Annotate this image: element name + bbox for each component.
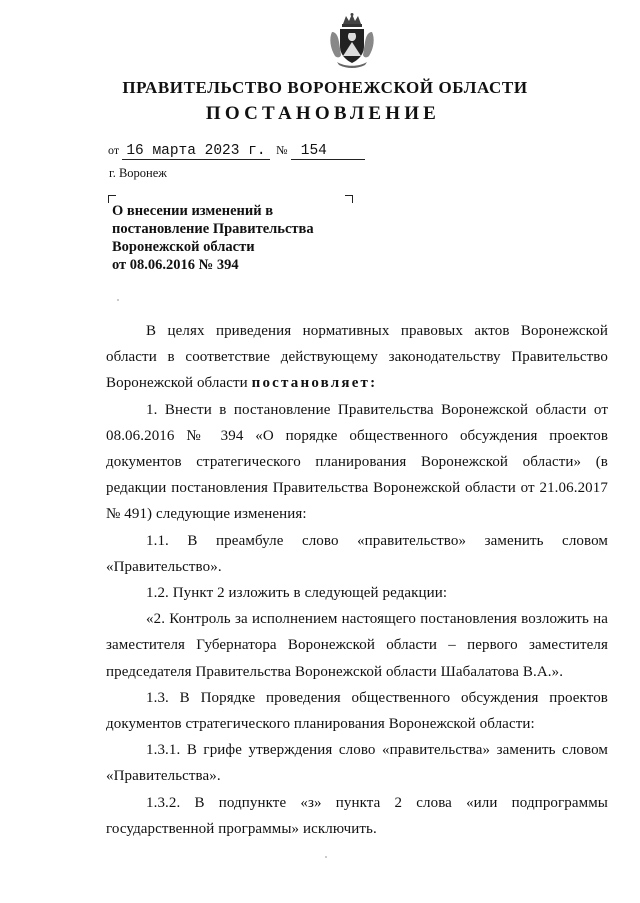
clause-1-2-quote: «2. Контроль за исполнением настоящего постановления возложить на заместителя Губернатора Воронежской области – первого заместителя председателя Правительства Воронежской области Шабалатова В.А.». <box>106 611 608 680</box>
resolves-keyword: постановляет: <box>251 375 378 392</box>
document-date: 16 марта 2023 г. <box>122 143 269 160</box>
document-number: 154 <box>291 143 365 160</box>
city-label: г. Воронеж <box>109 166 167 180</box>
scan-speck <box>117 299 119 301</box>
clause-1-1: 1.1. В преамбуле слово «правительство» заменить словом «Правительство». <box>106 532 608 575</box>
clause-1-3-2: 1.3.2. В подпункте «з» пункта 2 слова «или подпрограммы государственной программы» исключить. <box>106 794 608 837</box>
number-label: № <box>276 143 288 157</box>
scan-speck <box>325 856 327 858</box>
clause-1-3-1: 1.3.1. В грифе утверждения слово «правительства» заменить словом «Правительства». <box>106 742 608 785</box>
coat-of-arms-icon <box>327 12 377 70</box>
clause-1: 1. Внести в постановление Правительства Воронежской области от 08.06.2016 № 394 «О порядке общественного обсуждения проектов документов стратегического планирования Воронежской области» (в редакции постановления Правительства Воронежской области от 21.06.2017 № 491) следующие изменения: <box>106 401 608 523</box>
document-body <box>106 318 608 842</box>
organization-title: ПРАВИТЕЛЬСТВО ВОРОНЕЖСКОЙ ОБЛАСТИ <box>122 78 528 97</box>
clause-1-2: 1.2. Пункт 2 изложить в следующей редакции: <box>146 585 448 602</box>
document-subject <box>112 202 352 274</box>
clause-1-3: 1.3. В Порядке проведения общественного обсуждения проектов документов стратегического планирования Воронежской области: <box>106 689 608 733</box>
document-type: ПОСТАНОВЛЕНИЕ <box>205 103 441 124</box>
subject-line: Воронежской области <box>112 239 255 255</box>
preamble-text: В целях приведения нормативных правовых актов Воронежской области в соответствие действующему законодательству Правительство Воронежской области <box>106 323 608 392</box>
subject-line: постановление Правительства <box>112 221 314 237</box>
subject-line: от 08.06.2016 № 394 <box>112 257 239 273</box>
subject-line: О внесении изменений в <box>112 203 274 219</box>
date-prefix-label: от <box>108 143 120 157</box>
date-number-line <box>108 142 365 160</box>
preamble-paragraph <box>106 318 608 397</box>
